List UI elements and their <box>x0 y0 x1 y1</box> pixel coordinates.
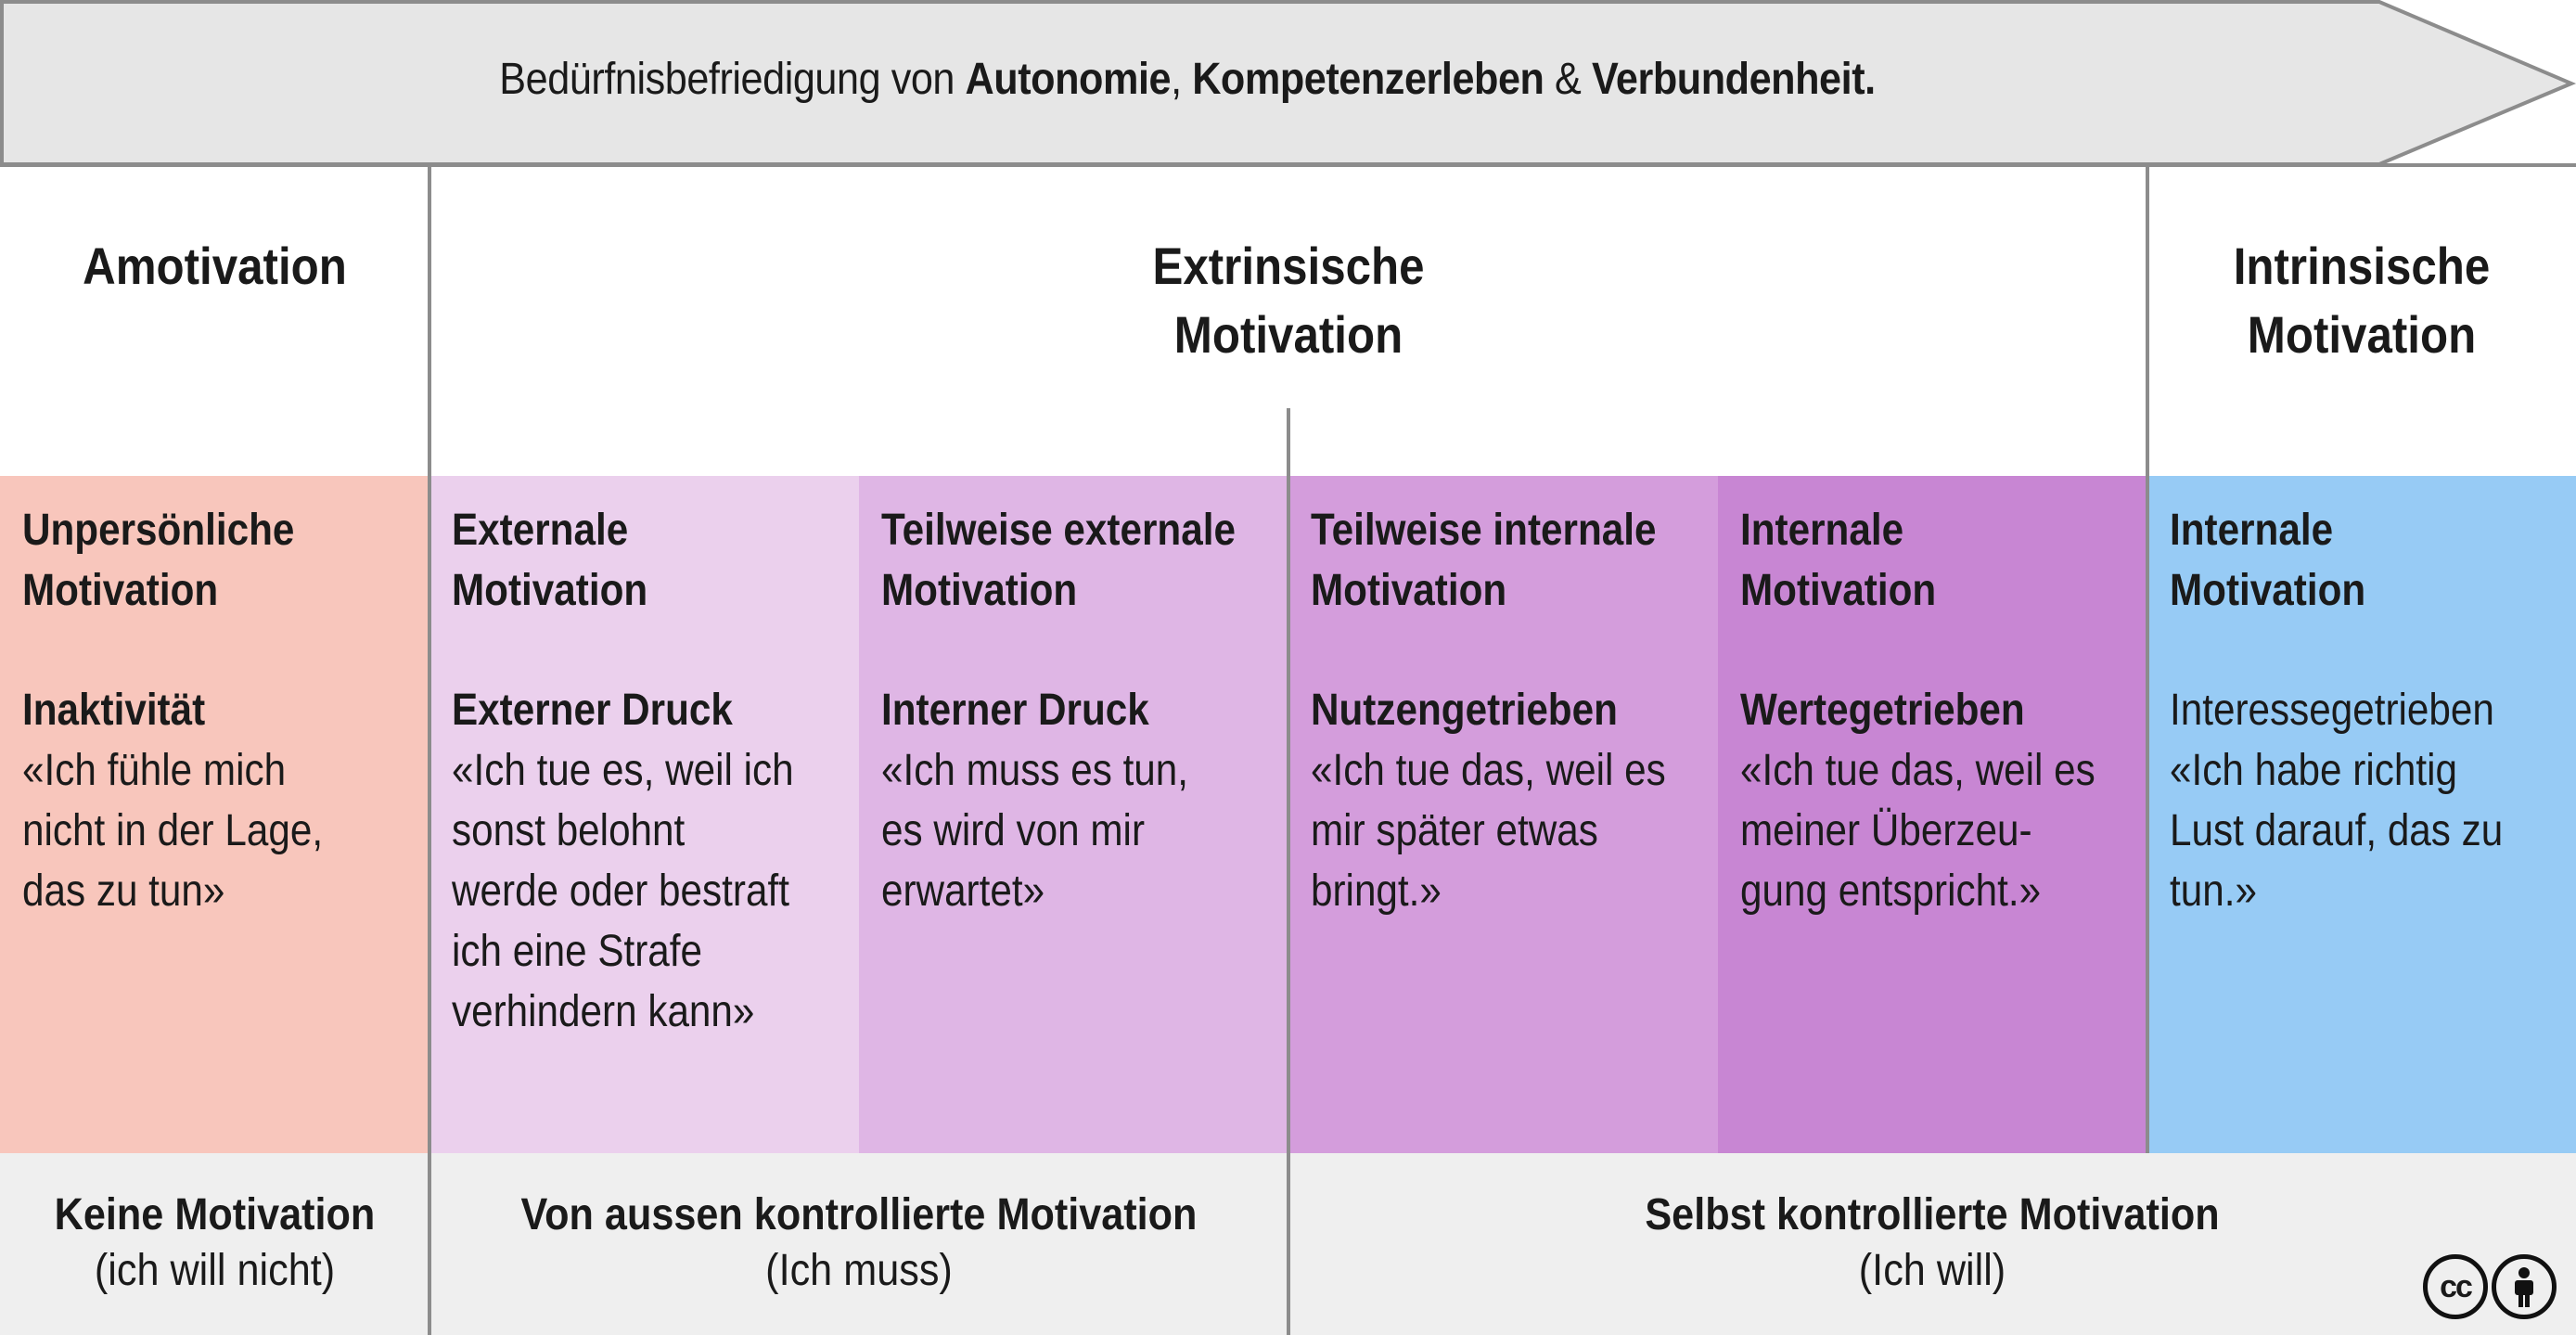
header-extrinsic: Extrinsische Motivation <box>1152 237 1425 364</box>
person-icon <box>2492 1254 2557 1319</box>
column-partly-internal: Teilweise internale Motivation Nutzengetrieben «Ich tue das, weil es mir später etwas bringt.» <box>1288 476 1718 1153</box>
divider-center <box>1287 408 1290 1335</box>
header-amotivation: Amotivation <box>83 237 347 295</box>
column-intrinsic: Internale Motivation Interessegetrieben «Ich habe richtig Lust darauf, das zu tun.» <box>2147 476 2576 1153</box>
bottom-external-control: Von aussen kontrollierte Motivation (Ich muss) <box>520 1190 1198 1295</box>
divider-left <box>428 165 431 1335</box>
banner-text: Bedürfnisbefriedigung von Autonomie, Kompetenzerleben & Verbundenheit. <box>499 55 1876 104</box>
divider-right <box>2146 165 2149 1153</box>
column-impersonal: Unpersönliche Motivation Inaktivität «Ich fühle mich nicht in der Lage, das zu tun» <box>0 476 429 1153</box>
column-external: Externale Motivation Externer Druck «Ich tue es, weil ich sonst belohnt werde oder bestraft ich eine Strafe verhindern kann» <box>429 476 859 1153</box>
bottom-no-motivation: Keine Motivation (ich will nicht) <box>54 1190 376 1295</box>
bottom-self-control: Selbst kontrollierte Motivation (Ich will) <box>1645 1190 2220 1295</box>
header-intrinsic: Intrinsische Motivation <box>2233 237 2491 364</box>
column-internal: Internale Motivation Wertegetrieben «Ich tue das, weil es meiner Überzeu- gung entspricht.» <box>1718 476 2147 1153</box>
cc-icon: cc <box>2423 1254 2488 1319</box>
column-partly-external: Teilweise externale Motivation Interner Druck «Ich muss es tun, es wird von mir erwartet» <box>859 476 1288 1153</box>
